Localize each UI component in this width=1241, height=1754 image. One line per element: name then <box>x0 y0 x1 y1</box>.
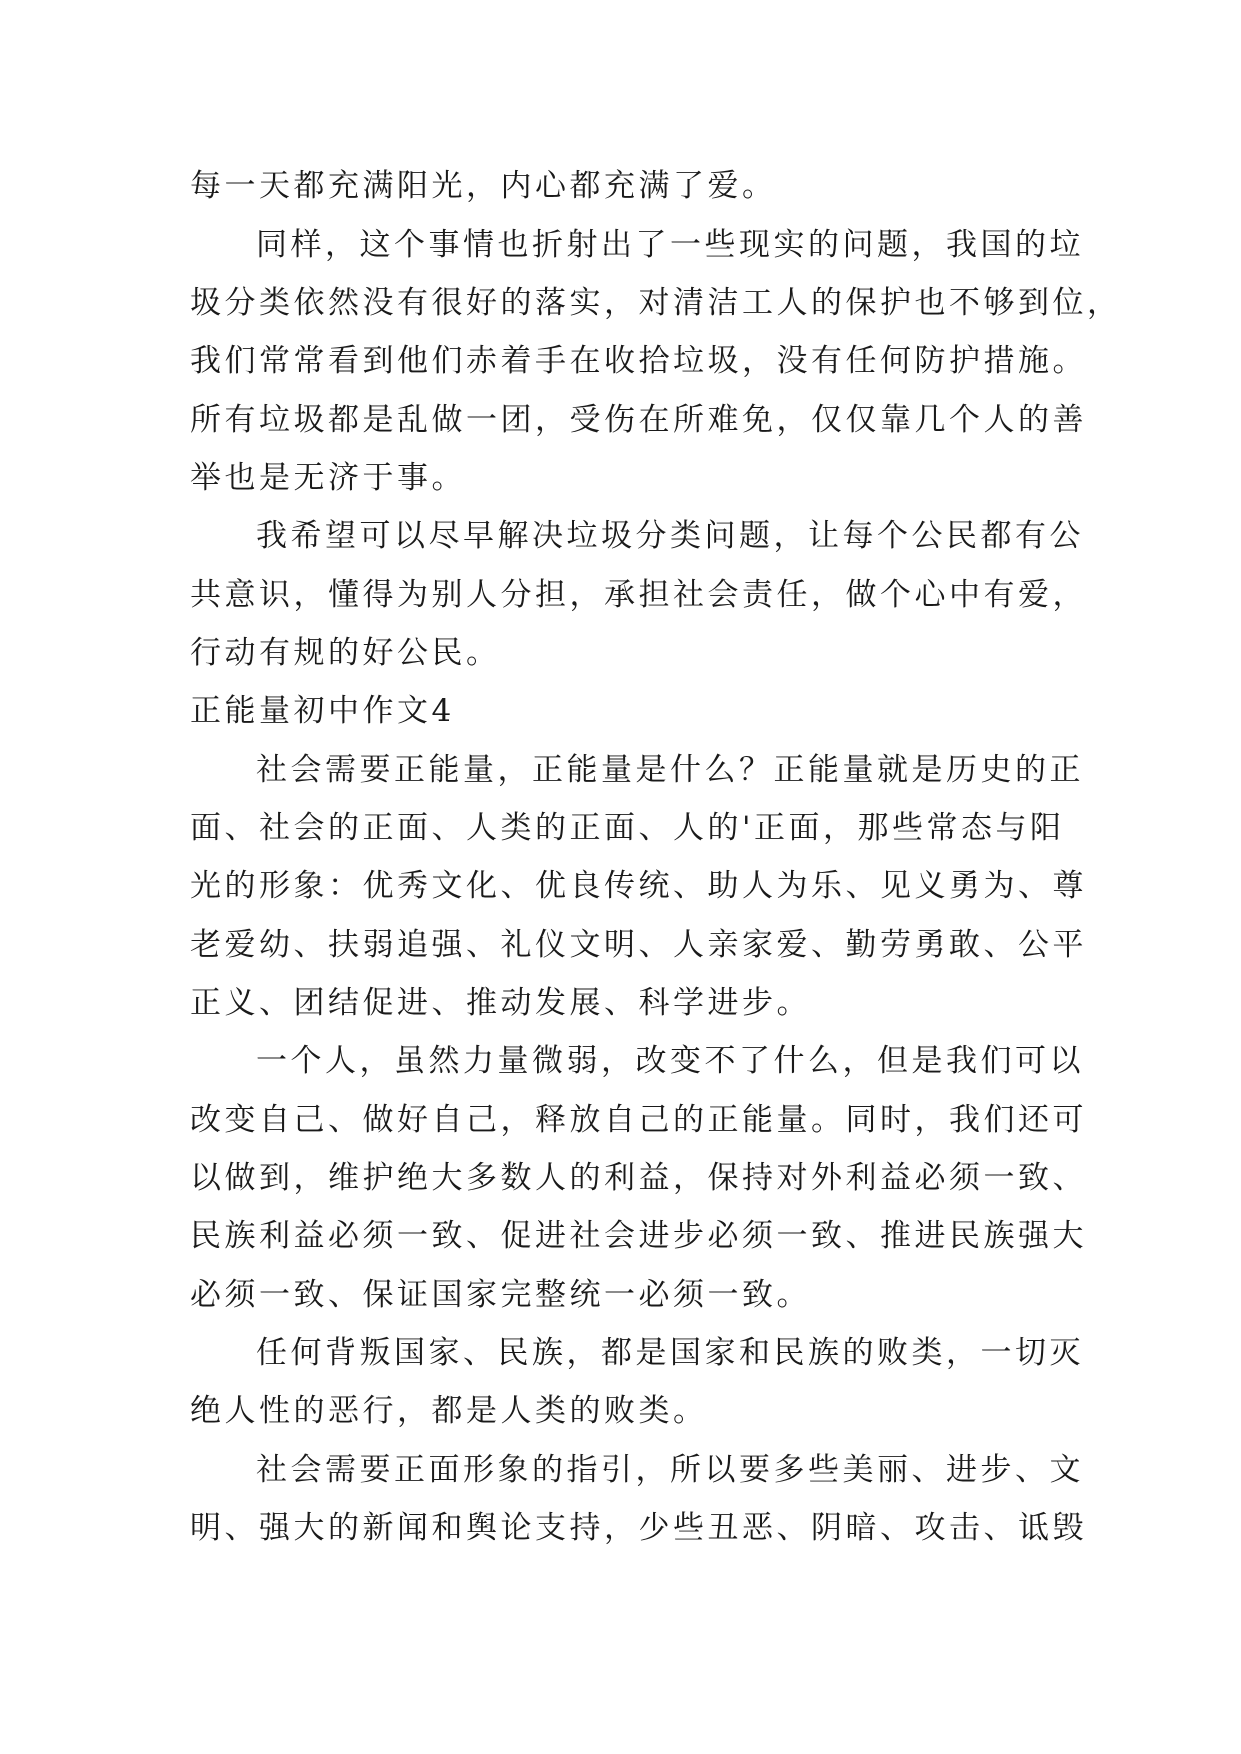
paragraph-start: 同样，这个事情也折射出了一些现实的问题，我国的垃 <box>256 227 1084 263</box>
text-line: 行动有规的好公民。 <box>190 635 501 671</box>
text-line: 正义、团结促进、推动发展、科学进步。 <box>190 985 811 1021</box>
text-line: 老爱幼、扶弱追强、礼仪文明、人亲家爱、勤劳勇敢、公平 <box>190 927 1087 963</box>
text-line: 光的形象：优秀文化、优良传统、助人为乐、见义勇为、尊 <box>190 868 1087 904</box>
text-line: 圾分类依然没有很好的落实，对清洁工人的保护也不够到位， <box>190 285 1122 321</box>
section-heading: 正能量初中作文4 <box>190 693 455 729</box>
paragraph-start: 任何背叛国家、民族，都是国家和民族的败类，一切灭 <box>256 1335 1084 1371</box>
text-line: 绝人性的恶行，都是人类的败类。 <box>190 1393 708 1429</box>
paragraph-start: 一个人，虽然力量微弱，改变不了什么，但是我们可以 <box>256 1043 1084 1079</box>
text-line: 必须一致、保证国家完整统一必须一致。 <box>190 1277 811 1313</box>
text-line: 民族利益必须一致、促进社会进步必须一致、推进民族强大 <box>190 1218 1087 1254</box>
text-line: 明、强大的新闻和舆论支持，少些丑恶、阴暗、攻击、诋毁 <box>190 1510 1087 1546</box>
text-line: 以做到，维护绝大多数人的利益，保持对外利益必须一致、 <box>190 1160 1087 1196</box>
text-line: 共意识，懂得为别人分担，承担社会责任，做个心中有爱， <box>190 577 1087 613</box>
text-line: 每一天都充满阳光，内心都充满了爱。 <box>190 168 777 204</box>
text-line: 举也是无济于事。 <box>190 460 466 496</box>
paragraph-start: 社会需要正能量，正能量是什么？正能量就是历史的正 <box>256 752 1084 788</box>
text-line: 我们常常看到他们赤着手在收拾垃圾，没有任何防护措施。 <box>190 343 1087 379</box>
text-line: 面、社会的正面、人类的正面、人的'正面，那些常态与阳 <box>190 810 1065 846</box>
text-line: 所有垃圾都是乱做一团，受伤在所难免，仅仅靠几个人的善 <box>190 402 1087 438</box>
text-line: 改变自己、做好自己，释放自己的正能量。同时，我们还可 <box>190 1102 1087 1138</box>
paragraph-start: 我希望可以尽早解决垃圾分类问题，让每个公民都有公 <box>256 518 1084 554</box>
paragraph-start: 社会需要正面形象的指引，所以要多些美丽、进步、文 <box>256 1452 1084 1488</box>
